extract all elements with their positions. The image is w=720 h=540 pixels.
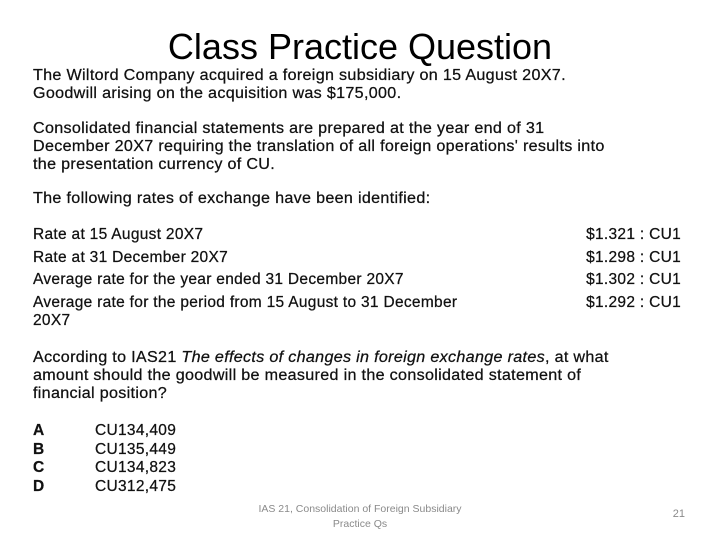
rate-row: [33, 224, 681, 247]
option-text: CU134,823: [95, 459, 177, 476]
consolidation-line-2: December 20X7 requiring the translation of all foreign operations' results into: [33, 138, 605, 155]
rate-label: [33, 292, 543, 330]
answer-option: [33, 459, 176, 478]
option-text: CU312,475: [95, 477, 177, 495]
question-line-1: [33, 349, 714, 367]
exchange-rates-table: [33, 224, 681, 330]
rate-label-line-1: Average rate for the period from 15 August to 31 December: [33, 293, 458, 311]
question-paragraph: [33, 349, 714, 403]
rate-value: $1.302 : CU1: [586, 271, 681, 288]
answer-option: [33, 478, 176, 497]
slide-footer: [240, 502, 480, 532]
question-prefix: According to IAS21: [33, 349, 182, 366]
option-letter: A: [33, 422, 45, 439]
footer-line-1: IAS 21, Consolidation of Foreign Subsidiary: [258, 503, 462, 515]
rates-intro: [33, 190, 714, 208]
rate-row: [33, 269, 681, 292]
option-letter: C: [33, 459, 45, 476]
question-line-2: amount should the goodwill be measured in the consolidated statement of: [33, 367, 582, 384]
consolidation-line-3: the presentation currency of CU.: [33, 156, 276, 173]
option-text: CU135,449: [95, 440, 177, 458]
question-line-3: financial position?: [33, 385, 168, 402]
standard-title: The effects of changes in foreign exchange rates: [181, 349, 545, 366]
rate-label: Rate at 15 August 20X7: [33, 226, 204, 243]
page-number: 21: [672, 508, 685, 520]
rate-value: $1.321 : CU1: [586, 226, 681, 243]
slide-title: Class Practice Question: [167, 26, 553, 67]
answer-option: [33, 422, 176, 441]
footer-line-2: Practice Qs: [332, 518, 388, 530]
option-letter: D: [33, 477, 45, 495]
consolidation-line-1: Consolidated financial statements are prepared at the year end of 31: [33, 120, 545, 137]
intro-paragraph: [33, 67, 714, 103]
question-suffix: , at what: [544, 349, 609, 366]
rate-label-line-2: 20X7: [33, 311, 71, 329]
consolidation-paragraph: [33, 120, 714, 174]
rate-label: Rate at 31 December 20X7: [33, 248, 229, 266]
rate-row: [33, 292, 681, 330]
option-letter: B: [33, 440, 45, 458]
option-text: CU134,409: [95, 422, 177, 439]
answer-options: [33, 422, 176, 496]
rate-label: Average rate for the year ended 31 December 20X7: [33, 271, 404, 288]
rate-value: $1.298 : CU1: [586, 248, 681, 266]
rate-value: $1.292 : CU1: [586, 293, 681, 311]
rates-intro-text: The following rates of exchange have been identified:: [33, 190, 431, 207]
intro-line-1: The Wiltord Company acquired a foreign subsidiary on 15 August 20X7.: [33, 67, 566, 84]
intro-line-2: Goodwill arising on the acquisition was $175,000.: [33, 85, 402, 102]
rate-row: [33, 247, 681, 270]
answer-option: [33, 441, 176, 460]
